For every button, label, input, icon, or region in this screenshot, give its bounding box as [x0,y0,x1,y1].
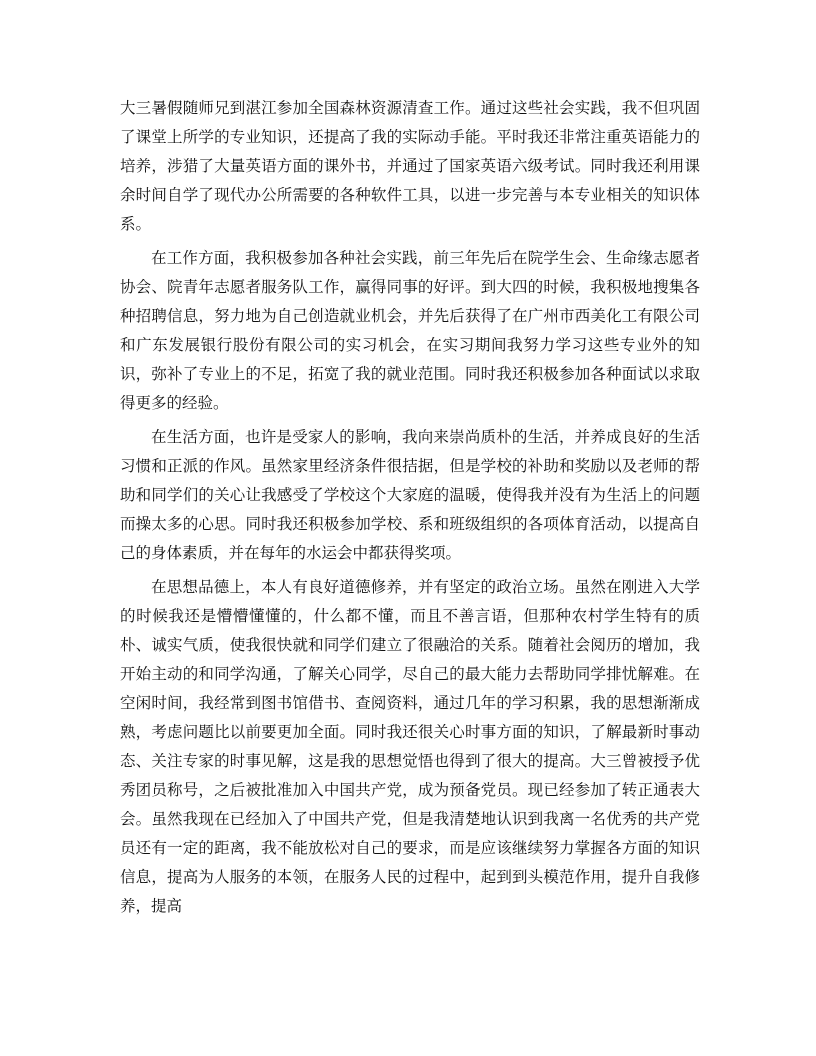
document-page [120,94,700,926]
paragraph-work: 在工作方面，我积极参加各种社会实践，前三年先后在院学生会、生命缘志愿者协会、院青年志愿者服务队工作，赢得同事的好评。到大四的时候，我积极地搜集各种招聘信息，努力地为自己创造就业机会，并先后获得了在广州市西美化工有限公司和广东发展银行股份有限公司的实习机会，在实习期间我努力学习这些专业外的知识，弥补了专业上的不足，拓宽了我的就业范围。同时我还积极参加各种面试以求取得更多的经验。 [120,249,700,412]
paragraph-study-continuation: 大三暑假随师兄到湛江参加全国森林资源清查工作。通过这些社会实践，我不但巩固了课堂上所学的专业知识，还提高了我的实际动手能。平时我还非常注重英语能力的培养，涉猎了大量英语方面的课外书，并通过了国家英语六级考试。同时我还利用课余时间自学了现代办公所需要的各种软件工具，以进一步完善与本专业相关的知识体系。 [120,99,700,233]
paragraph-life: 在生活方面，也许是受家人的影响，我向来崇尚质朴的生活，并养成良好的生活习惯和正派的作风。虽然家里经济条件很拮据，但是学校的补助和奖励以及老师的帮助和同学们的关心让我感受了学校这个大家庭的温暖，使得我并没有为生活上的问题而操太多的心思。同时我还积极参加学校、系和班级组织的各项体育活动，以提高自己的身体素质，并在每年的水运会中都获得奖项。 [120,428,700,562]
paragraph-ideology: 在思想品德上，本人有良好道德修养，并有坚定的政治立场。虽然在刚进入大学的时候我还是懵懵懂懂的，什么都不懂，而且不善言语，但那种农村学生特有的质朴、诚实气质，使我很快就和同学们建立了很融洽的关系。随着社会阅历的增加，我开始主动的和同学沟通，了解关心同学，尽自己的最大能力去帮助同学排忧解难。在空闲时间，我经常到图书馆借书、查阅资料，通过几年的学习积累，我的思想渐渐成熟，考虑问题比以前要更加全面。同时我还很关心时事方面的知识，了解最新时事动态、关注专家的时事见解，这是我的思想觉悟也得到了很大的提高。大三曾被授予优秀团员称号，之后被批准加入中国共产党，成为预备党员。现已经参加了转正通表大会。虽然我现在已经加入了中国共产党，但是我清楚地认识到我离一名优秀的共产党员还有一定的距离，我不能放松对自己的要求，而是应该继续努力掌握各方面的知识信息，提高为人服务的本领，在服务人民的过程中，起到到头模范作用，提升自我修养，提高 [120,578,700,915]
